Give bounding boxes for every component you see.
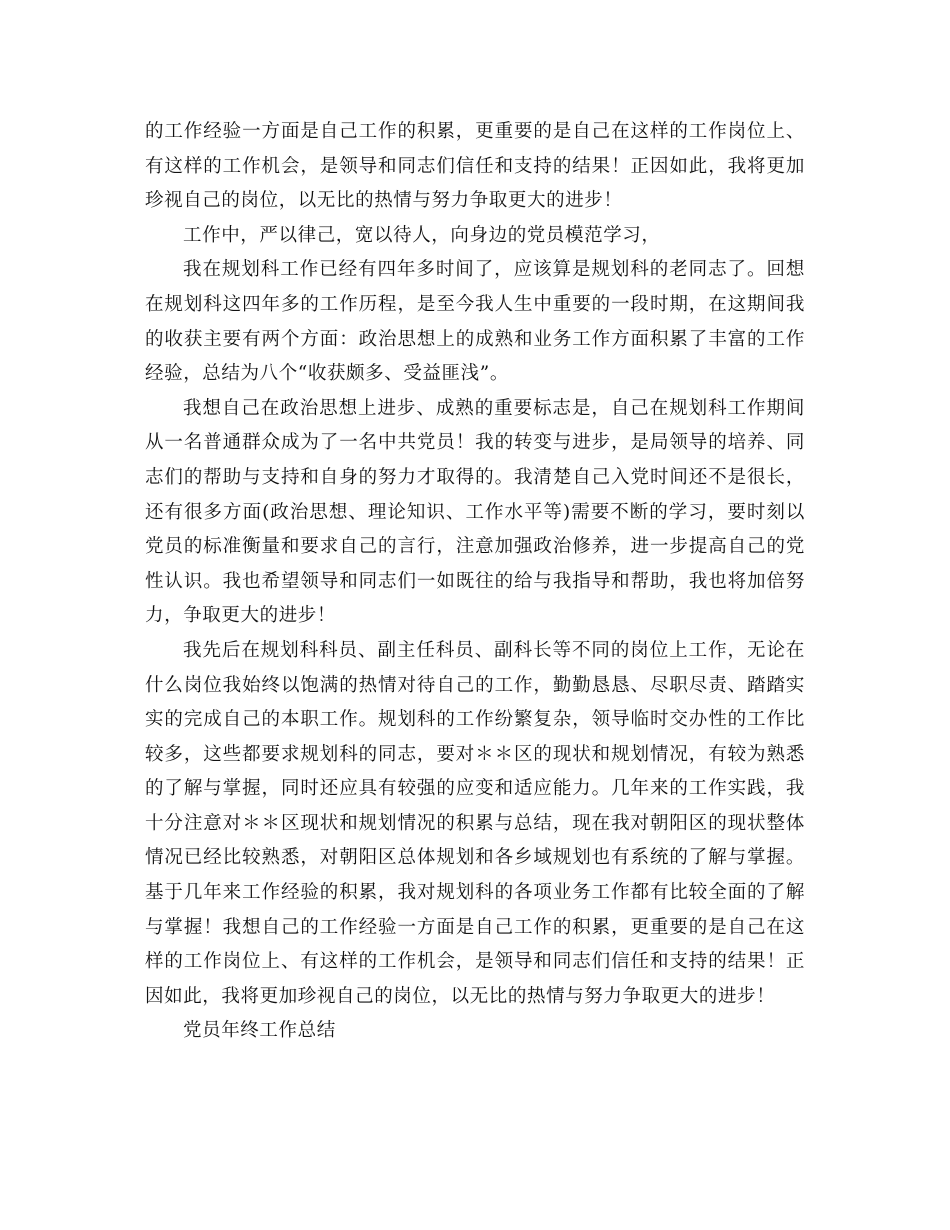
closing-title: 党员年终工作总结 [183,1020,336,1042]
paragraph-2: 工作中，严以律己，宽以待人，向身边的党员模范学习， [183,224,661,246]
paragraph-3: 我在规划科工作已经有四年多时间了，应该算是规划科的老同志了。回想在规划科这四年多的工作历程，是至今我人生中重要的一段时期，在这期间我的收获主要有两个方面：政治思想上的成熟和业务工作方面积累了丰富的工作经验，总结为八个“收获颇多、受益匪浅”。 [145,259,805,385]
paragraph-1: 的工作经验一方面是自己工作的积累，更重要的是自己在这样的工作岗位上、有这样的工作机会，是领导和同志们信任和支持的结果！正因如此，我将更加珍视自己的岗位，以无比的热情与努力争取更大的进步！ [145,121,805,212]
paragraph-5: 我先后在规划科科员、副主任科员、副科长等不同的岗位上工作，无论在什么岗位我始终以饱满的热情对待自己的工作，勤勤恳恳、尽职尽责、踏踏实实的完成自己的本职工作。规划科的工作纷繁复杂，领导临时交办性的工作比较多，这些都要求规划科的同志，要对＊＊区的现状和规划情况，有较为熟悉的了解与掌握，同时还应具有较强的应变和适应能力。几年来的工作实践，我十分注意对＊＊区现状和规划情况的积累与总结，现在我对朝阳区的现状整体情况已经比较熟悉，对朝阳区总体规划和各乡域规划也有系统的了解与掌握。基于几年来工作经验的积累，我对规划科的各项业务工作都有比较全面的了解与掌握！我想自己的工作经验一方面是自己工作的积累，更重要的是自己在这样的工作岗位上、有这样的工作机会，是领导和同志们信任和支持的结果！正因如此，我将更加珍视自己的岗位，以无比的热情与努力争取更大的进步！ [145,639,805,1007]
paragraph-4: 我想自己在政治思想上进步、成熟的重要标志是，自己在规划科工作期间从一名普通群众成为了一名中共党员！我的转变与进步，是局领导的培养、同志们的帮助与支持和自身的努力才取得的。我清楚自己入党时间还不是很长，还有很多方面(政治思想、理论知识、工作水平等)需要不断的学习，要时刻以党员的标准衡量和要求自己的言行，注意加强政治修养，进一步提高自己的党性认识。我也希望领导和同志们一如既往的给与我指导和帮助，我也将加倍努力，争取更大的进步！ [145,397,805,627]
document-body [145,115,805,1049]
